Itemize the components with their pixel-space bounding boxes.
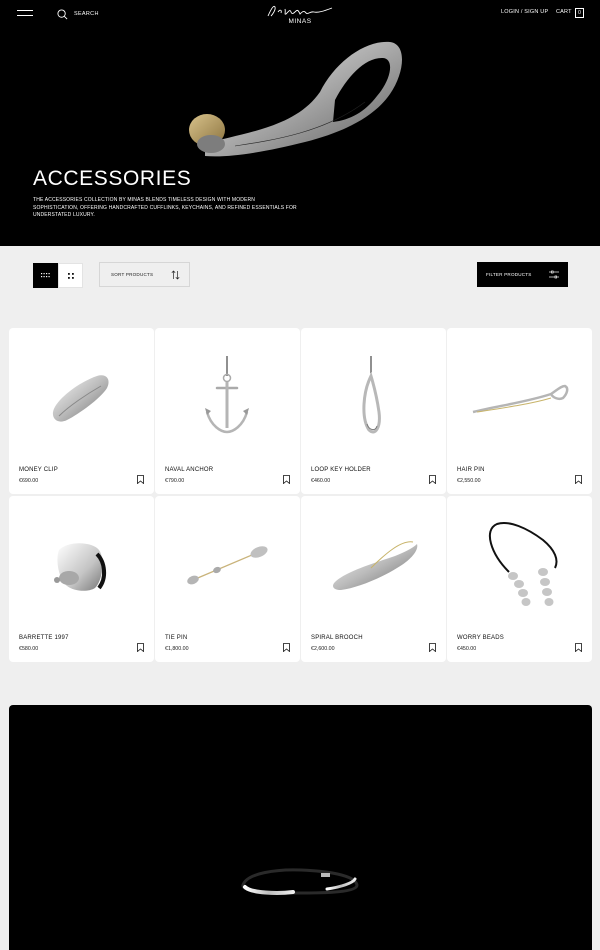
logo-signature — [262, 3, 338, 19]
sort-products-button[interactable] — [99, 262, 190, 287]
product-image — [447, 328, 592, 463]
product-toolbar — [0, 246, 600, 328]
filter-sliders-icon — [549, 270, 559, 279]
product-image — [301, 328, 446, 463]
product-card[interactable] — [155, 328, 300, 494]
product-card[interactable] — [447, 328, 592, 494]
hero-keychain-image — [185, 32, 410, 164]
product-card[interactable] — [9, 328, 154, 494]
money-clip-icon — [9, 328, 154, 463]
view-toggle-dense[interactable] — [33, 263, 58, 288]
product-name: BARRETTE 1997 — [19, 635, 69, 641]
bookmark-icon[interactable] — [429, 475, 436, 484]
product-price: €2,600.00 — [311, 646, 335, 652]
view-toggle-large[interactable] — [58, 263, 83, 288]
menu-icon[interactable] — [17, 9, 33, 17]
tie-pin-icon — [155, 496, 300, 631]
product-price: €1,800.00 — [165, 646, 189, 652]
product-name: SPIRAL BROOCH — [311, 635, 363, 641]
cart-link[interactable]: CART — [556, 9, 572, 15]
product-image — [155, 496, 300, 631]
product-price: €460.00 — [311, 478, 331, 484]
logo-text: MINAS — [288, 18, 312, 25]
product-card[interactable] — [447, 496, 592, 662]
collection-description: THE ACCESSORIES COLLECTION BY MINAS BLENDS TIMELESS DESIGN WITH MODERN SOPHISTICATION, OFFERING HANDCRAFTED CUFFLINKS, KEYCHAINS, AND REFINED ESSENTIALS FOR UNDERSTATED LUXURY. — [33, 197, 297, 218]
bookmark-icon[interactable] — [429, 643, 436, 652]
search-label: SEARCH — [74, 11, 99, 17]
logo[interactable] — [262, 3, 338, 25]
product-price: €450.00 — [457, 646, 477, 652]
page-title: ACCESSORIES — [33, 167, 192, 190]
beads-icon — [447, 496, 592, 631]
product-image — [9, 328, 154, 463]
sort-arrows-icon — [171, 270, 180, 280]
product-card[interactable] — [301, 328, 446, 494]
product-name: NAVAL ANCHOR — [165, 467, 214, 473]
hair-pin-icon — [447, 328, 592, 463]
barrette-icon — [9, 496, 154, 631]
product-name: WORRY BEADS — [457, 635, 504, 641]
cart-count-badge[interactable]: 0 — [575, 8, 584, 18]
hero-banner — [0, 0, 600, 246]
bookmark-icon[interactable] — [575, 643, 582, 652]
dense-grid-icon — [41, 273, 50, 278]
search-icon — [57, 9, 68, 20]
product-name: LOOP KEY HOLDER — [311, 467, 371, 473]
bookmark-icon[interactable] — [137, 643, 144, 652]
product-image — [155, 328, 300, 463]
filter-label: FILTER PRODUCTS — [486, 272, 532, 277]
product-image — [301, 496, 446, 631]
product-card[interactable] — [9, 496, 154, 662]
grid-icon — [68, 273, 74, 279]
top-navigation — [0, 0, 600, 28]
anchor-icon — [155, 328, 300, 463]
product-name: TIE PIN — [165, 635, 188, 641]
bookmark-icon[interactable] — [283, 643, 290, 652]
featured-banner[interactable] — [9, 705, 592, 950]
product-price: €580.00 — [19, 646, 39, 652]
bookmark-icon[interactable] — [283, 475, 290, 484]
product-price: €2,550.00 — [457, 478, 481, 484]
search-button[interactable] — [57, 7, 99, 21]
product-name: MONEY CLIP — [19, 467, 58, 473]
bookmark-icon[interactable] — [137, 475, 144, 484]
product-name: HAIR PIN — [457, 467, 485, 473]
filter-products-button[interactable] — [477, 262, 568, 287]
sort-label: SORT PRODUCTS — [111, 272, 154, 277]
brooch-icon — [301, 496, 446, 631]
product-image — [447, 496, 592, 631]
product-image — [9, 496, 154, 631]
bookmark-icon[interactable] — [575, 475, 582, 484]
product-card[interactable] — [155, 496, 300, 662]
product-price: €690.00 — [19, 478, 39, 484]
product-card[interactable] — [301, 496, 446, 662]
product-price: €790.00 — [165, 478, 185, 484]
bracelet-image — [237, 863, 362, 898]
key-holder-icon — [301, 328, 446, 463]
login-signup-link[interactable]: LOGIN / SIGN UP — [501, 9, 549, 15]
